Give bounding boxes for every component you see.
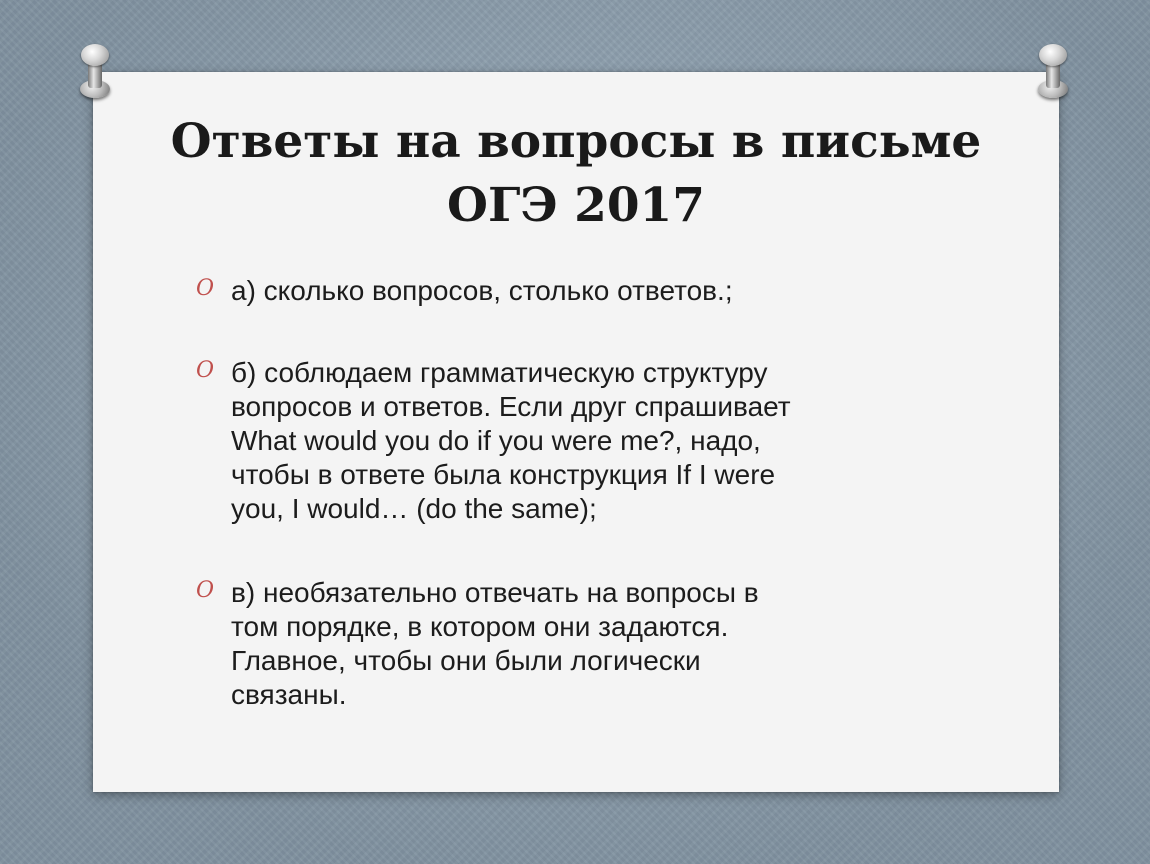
bullet-line: том порядке, в котором они задаются. xyxy=(231,611,729,642)
bullet-line: связаны. xyxy=(231,679,347,710)
bullet-line: What would you do if you were me?, надо, xyxy=(231,425,761,456)
bullet-line: you, I would… (do the same); xyxy=(231,493,597,524)
bullet-line: б) соблюдаем грамматическую структуру xyxy=(231,357,768,388)
slide-title-line-2: ОГЭ 2017 xyxy=(447,178,705,233)
bullet-marker-icon: O xyxy=(196,358,215,383)
bullet-text xyxy=(231,356,951,526)
right-pushpin-icon xyxy=(1036,44,1070,102)
bullet-marker-icon: O xyxy=(196,578,215,603)
bullet-text xyxy=(231,274,951,308)
slide-title xyxy=(93,110,1059,238)
bullet-text xyxy=(231,576,951,712)
bullet-line: Главное, чтобы они были логически xyxy=(231,645,701,676)
slide-title-line-1: Ответы на вопросы в письме xyxy=(170,114,982,169)
left-pushpin-icon xyxy=(78,44,112,102)
bullet-line: а) сколько вопросов, столько ответов.; xyxy=(231,275,733,306)
bullet-line: чтобы в ответе была конструкция If I were xyxy=(231,459,776,490)
bullet-line: в) необязательно отвечать на вопросы в xyxy=(231,577,759,608)
bullet-line: вопросов и ответов. Если друг спрашивает xyxy=(231,391,791,422)
bullet-marker-icon: O xyxy=(196,276,215,301)
